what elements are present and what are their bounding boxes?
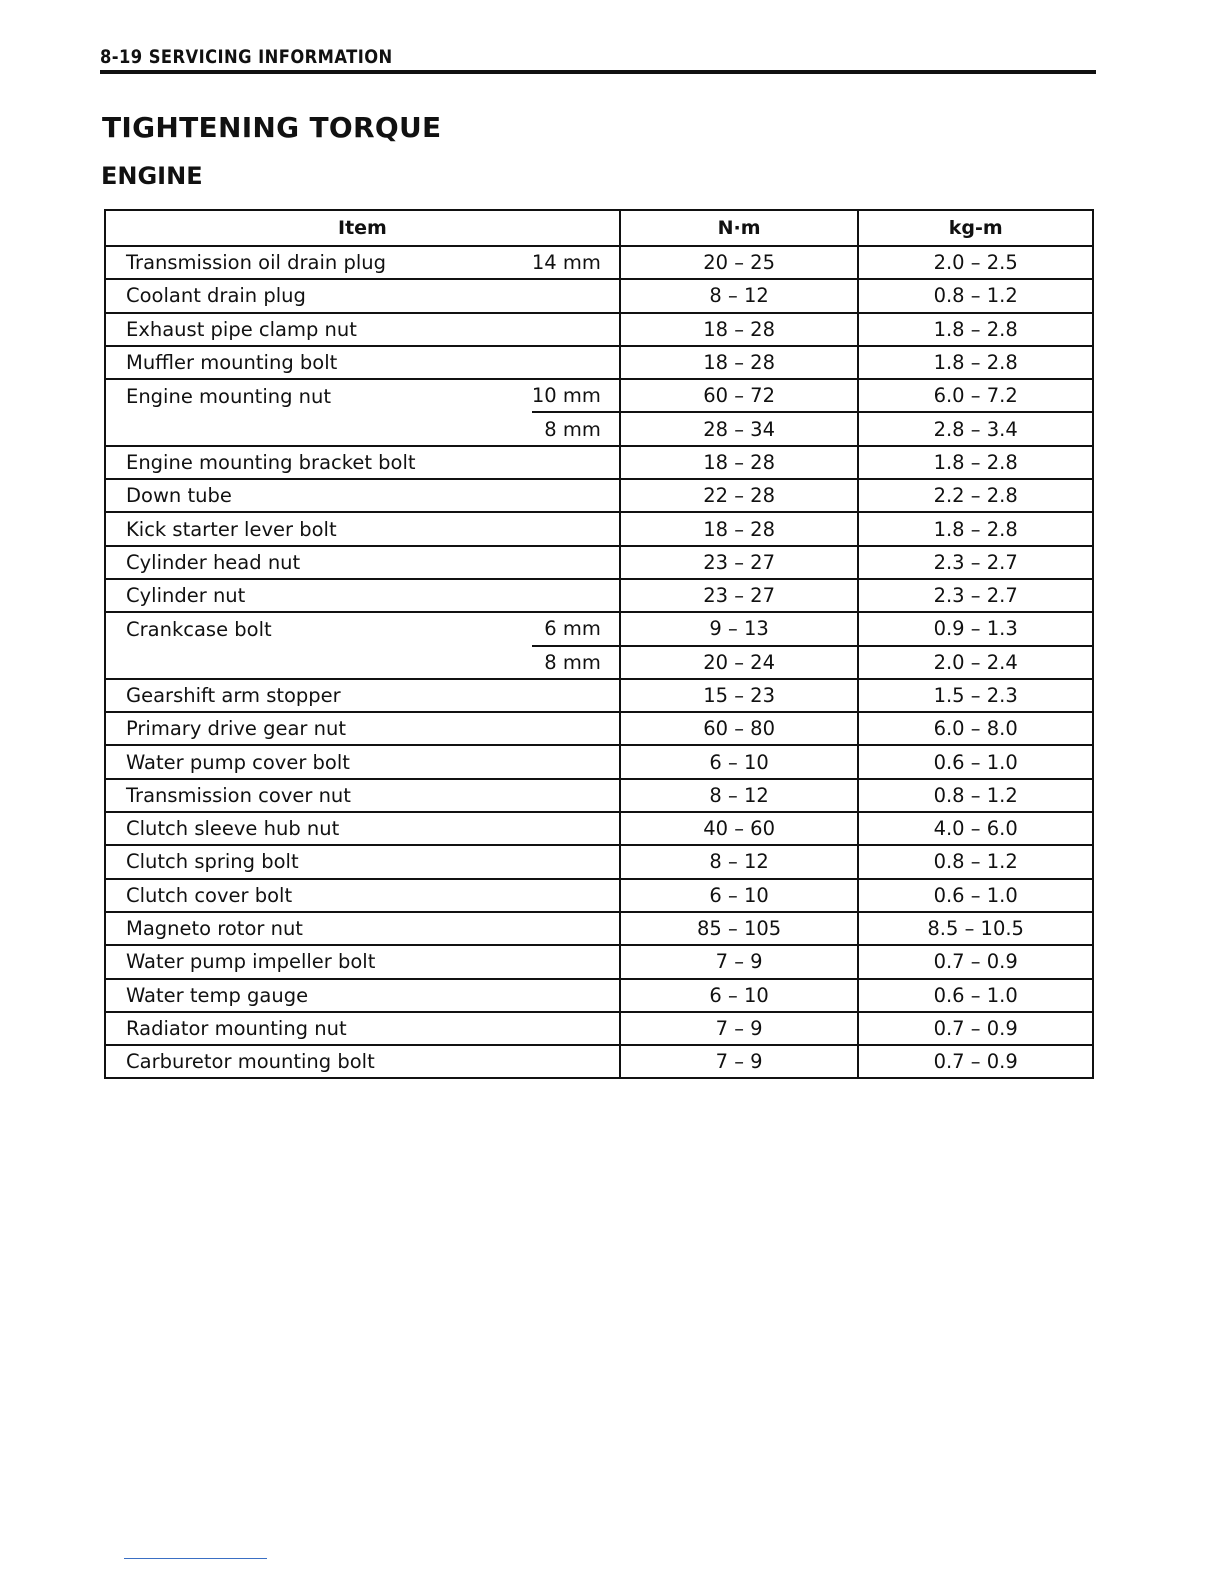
table-row (105, 579, 1093, 612)
item-name: Transmission cover nut (105, 779, 532, 812)
item-name: Water temp gauge (105, 979, 532, 1012)
table-row (105, 379, 1093, 412)
torque-kgm: 1.8 – 2.8 (858, 446, 1093, 479)
item-name: Primary drive gear nut (105, 712, 532, 745)
table-row (105, 1012, 1093, 1045)
item-size (532, 879, 620, 912)
torque-nm: 18 – 28 (620, 512, 858, 545)
table-row (105, 679, 1093, 712)
torque-kgm: 0.7 – 0.9 (858, 1045, 1093, 1078)
item-size (532, 745, 620, 778)
table-row (105, 712, 1093, 745)
table-row (105, 945, 1093, 978)
torque-nm: 18 – 28 (620, 313, 858, 346)
item-name (105, 646, 532, 679)
item-name: Crankcase bolt (105, 612, 532, 645)
item-name: Coolant drain plug (105, 279, 532, 312)
item-name: Engine mounting nut (105, 379, 532, 412)
torque-nm: 60 – 72 (620, 379, 858, 412)
table-row (105, 912, 1093, 945)
table-row (105, 479, 1093, 512)
torque-kgm: 0.9 – 1.3 (858, 612, 1093, 645)
table-row (105, 745, 1093, 778)
item-size (532, 1012, 620, 1045)
torque-kgm: 1.8 – 2.8 (858, 512, 1093, 545)
torque-nm: 20 – 25 (620, 246, 858, 279)
table-body (105, 246, 1093, 1078)
torque-kgm: 0.8 – 1.2 (858, 845, 1093, 878)
item-size (532, 979, 620, 1012)
item-name: Cylinder nut (105, 579, 532, 612)
item-name (105, 412, 532, 445)
torque-nm: 60 – 80 (620, 712, 858, 745)
item-size: 14 mm (532, 246, 620, 279)
item-name: Clutch spring bolt (105, 845, 532, 878)
item-name: Radiator mounting nut (105, 1012, 532, 1045)
item-name: Kick starter lever bolt (105, 512, 532, 545)
torque-nm: 7 – 9 (620, 1045, 858, 1078)
table-row (105, 512, 1093, 545)
table-row (105, 346, 1093, 379)
torque-kgm: 0.8 – 1.2 (858, 779, 1093, 812)
item-name: Transmission oil drain plug (105, 246, 532, 279)
item-size (532, 446, 620, 479)
item-name: Engine mounting bracket bolt (105, 446, 532, 479)
torque-nm: 28 – 34 (620, 412, 858, 445)
item-name: Cylinder head nut (105, 546, 532, 579)
torque-kgm: 1.8 – 2.8 (858, 346, 1093, 379)
torque-nm: 40 – 60 (620, 812, 858, 845)
torque-kgm: 6.0 – 7.2 (858, 379, 1093, 412)
item-name: Clutch sleeve hub nut (105, 812, 532, 845)
table-row (105, 1045, 1093, 1078)
item-size (532, 679, 620, 712)
torque-kgm: 1.5 – 2.3 (858, 679, 1093, 712)
torque-nm: 6 – 10 (620, 979, 858, 1012)
torque-nm: 8 – 12 (620, 279, 858, 312)
torque-kgm: 8.5 – 10.5 (858, 912, 1093, 945)
table-row (105, 546, 1093, 579)
torque-nm: 6 – 10 (620, 879, 858, 912)
torque-table (104, 209, 1094, 1079)
torque-nm: 8 – 12 (620, 845, 858, 878)
item-size (532, 313, 620, 346)
item-size: 8 mm (532, 646, 620, 679)
torque-kgm: 2.3 – 2.7 (858, 546, 1093, 579)
torque-kgm: 2.8 – 3.4 (858, 412, 1093, 445)
item-size (532, 512, 620, 545)
item-size (532, 1045, 620, 1078)
item-name: Muffler mounting bolt (105, 346, 532, 379)
page-reference: 8-19 SERVICING INFORMATION (100, 46, 393, 68)
item-size (532, 546, 620, 579)
torque-nm: 20 – 24 (620, 646, 858, 679)
torque-kgm: 4.0 – 6.0 (858, 812, 1093, 845)
item-size (532, 845, 620, 878)
torque-nm: 7 – 9 (620, 1012, 858, 1045)
item-name: Water pump impeller bolt (105, 945, 532, 978)
item-size (532, 579, 620, 612)
table-row (105, 812, 1093, 845)
column-header-item: Item (105, 210, 620, 246)
torque-kgm: 0.6 – 1.0 (858, 745, 1093, 778)
torque-kgm: 1.8 – 2.8 (858, 313, 1093, 346)
table-row (105, 779, 1093, 812)
item-size (532, 712, 620, 745)
footer-rule (124, 1558, 267, 1559)
item-size (532, 479, 620, 512)
torque-nm: 6 – 10 (620, 745, 858, 778)
torque-kgm: 6.0 – 8.0 (858, 712, 1093, 745)
table-row (105, 246, 1093, 279)
torque-kgm: 2.0 – 2.5 (858, 246, 1093, 279)
table-row (105, 279, 1093, 312)
torque-nm: 8 – 12 (620, 779, 858, 812)
item-size (532, 346, 620, 379)
torque-nm: 85 – 105 (620, 912, 858, 945)
table-row (105, 412, 1093, 445)
torque-nm: 23 – 27 (620, 579, 858, 612)
column-header-kgm: kg-m (858, 210, 1093, 246)
torque-nm: 18 – 28 (620, 446, 858, 479)
item-size: 10 mm (532, 379, 620, 412)
item-name: Gearshift arm stopper (105, 679, 532, 712)
table-row (105, 446, 1093, 479)
item-name: Water pump cover bolt (105, 745, 532, 778)
item-size (532, 279, 620, 312)
torque-kgm: 0.6 – 1.0 (858, 979, 1093, 1012)
torque-nm: 9 – 13 (620, 612, 858, 645)
item-size (532, 812, 620, 845)
torque-nm: 23 – 27 (620, 546, 858, 579)
section-title: ENGINE (101, 162, 203, 190)
item-name: Magneto rotor nut (105, 912, 532, 945)
table-row (105, 879, 1093, 912)
torque-nm: 18 – 28 (620, 346, 858, 379)
table-row (105, 979, 1093, 1012)
item-size (532, 912, 620, 945)
torque-kgm: 0.7 – 0.9 (858, 1012, 1093, 1045)
item-name: Carburetor mounting bolt (105, 1045, 532, 1078)
page-header (100, 46, 1096, 74)
page-title: TIGHTENING TORQUE (102, 111, 442, 144)
torque-kgm: 2.2 – 2.8 (858, 479, 1093, 512)
table-row (105, 313, 1093, 346)
item-size: 6 mm (532, 612, 620, 645)
torque-nm: 15 – 23 (620, 679, 858, 712)
torque-kgm: 2.3 – 2.7 (858, 579, 1093, 612)
table-row (105, 646, 1093, 679)
table-row (105, 612, 1093, 645)
item-name: Down tube (105, 479, 532, 512)
item-size: 8 mm (532, 412, 620, 445)
torque-kgm: 0.8 – 1.2 (858, 279, 1093, 312)
torque-kgm: 0.6 – 1.0 (858, 879, 1093, 912)
item-name: Clutch cover bolt (105, 879, 532, 912)
column-header-nm: N·m (620, 210, 858, 246)
torque-kgm: 0.7 – 0.9 (858, 945, 1093, 978)
item-name: Exhaust pipe clamp nut (105, 313, 532, 346)
torque-nm: 7 – 9 (620, 945, 858, 978)
table-header-row (105, 210, 1093, 246)
item-size (532, 945, 620, 978)
torque-kgm: 2.0 – 2.4 (858, 646, 1093, 679)
torque-nm: 22 – 28 (620, 479, 858, 512)
item-size (532, 779, 620, 812)
table-row (105, 845, 1093, 878)
